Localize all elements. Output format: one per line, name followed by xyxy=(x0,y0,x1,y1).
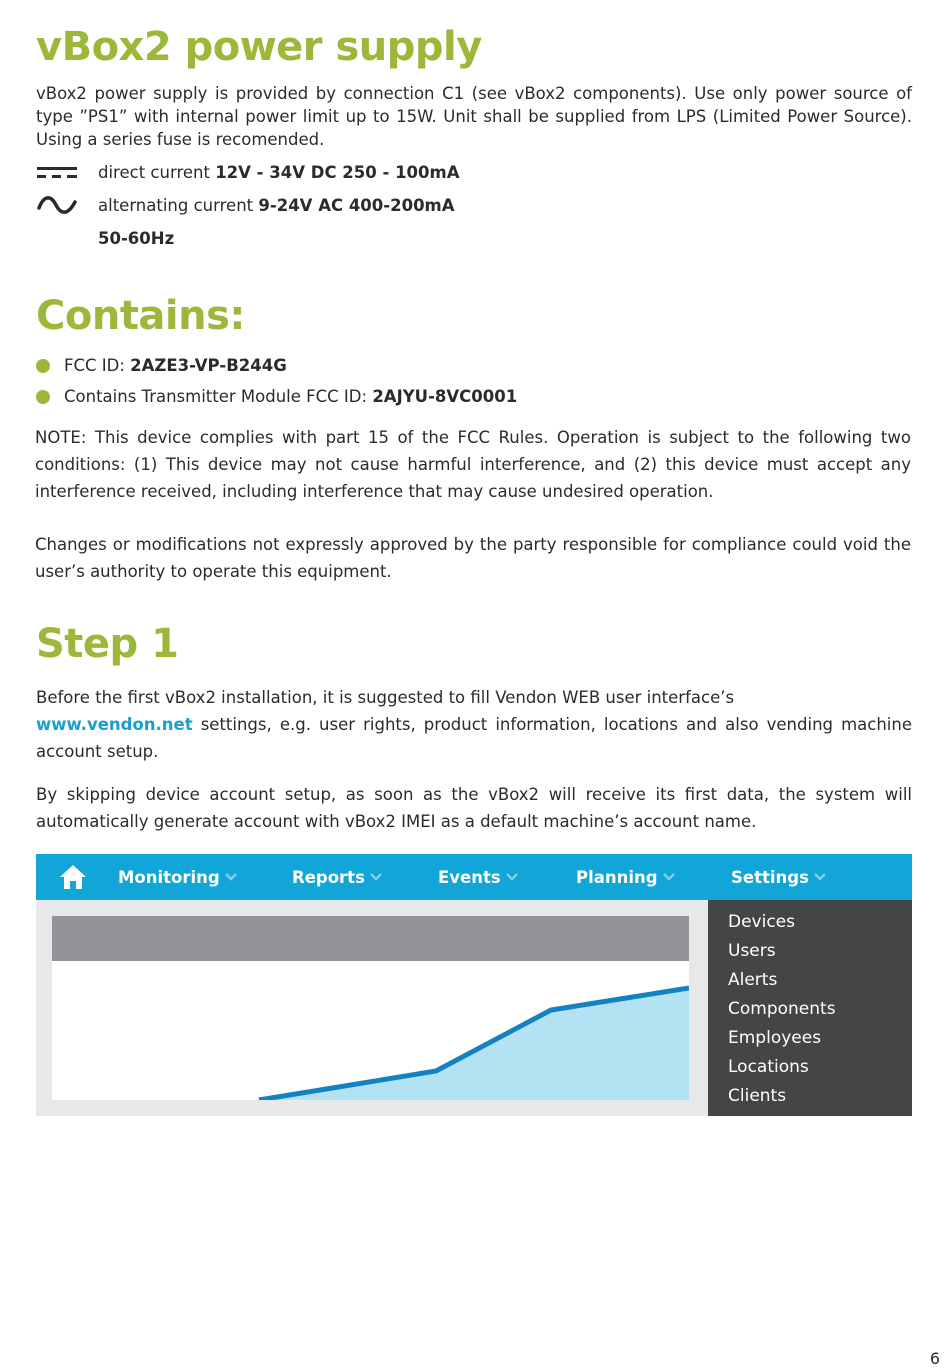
bullet-dot xyxy=(36,359,50,373)
nav-planning[interactable] xyxy=(576,854,676,900)
menu-item-clients[interactable]: Clients xyxy=(728,1086,787,1106)
transmitter-fcc-id-label: Contains Transmitter Module FCC ID: xyxy=(64,387,368,406)
top-navigation-bar xyxy=(36,854,912,900)
nav-settings-label: Settings xyxy=(731,867,809,887)
chart-area-fill xyxy=(259,988,689,1100)
chevron-down-icon xyxy=(662,872,676,882)
ac-value: 9-24V AC 400-200mA xyxy=(258,195,455,215)
vendon-ui-screenshot xyxy=(36,854,912,1116)
ac-spec-row xyxy=(36,192,455,218)
step1-heading: Step 1 xyxy=(36,621,179,667)
dc-spec-row xyxy=(36,159,459,185)
contains-heading: Contains: xyxy=(36,293,245,339)
alternating-current-icon xyxy=(36,192,78,218)
menu-item-components[interactable]: Components xyxy=(728,999,836,1019)
chevron-down-icon xyxy=(813,872,827,882)
step1-intro: Before the first vBox2 installation, it is suggested to fill Vendon WEB user interface’s xyxy=(36,688,735,707)
dc-label: direct current xyxy=(98,162,210,182)
vendon-link[interactable]: www.vendon.net xyxy=(36,715,193,734)
step1-paragraph-1 xyxy=(36,684,912,765)
menu-item-employees[interactable]: Employees xyxy=(728,1028,822,1048)
chevron-down-icon xyxy=(369,872,383,882)
nav-monitoring[interactable] xyxy=(118,854,238,900)
nav-planning-label: Planning xyxy=(576,867,658,887)
transmitter-fcc-id-item xyxy=(36,387,517,406)
menu-item-devices[interactable]: Devices xyxy=(728,912,795,932)
home-icon[interactable] xyxy=(58,863,88,891)
changes-warning: Changes or modifications not expressly approved by the party responsible for compliance could void the user’s authority to operate this equipment. xyxy=(35,535,911,581)
nav-settings[interactable] xyxy=(731,854,827,900)
bullet-dot xyxy=(36,390,50,404)
line-area-chart xyxy=(52,916,689,1100)
power-supply-heading: vBox2 power supply xyxy=(36,24,482,70)
menu-item-alerts[interactable]: Alerts xyxy=(728,970,778,990)
page-number: 6 xyxy=(929,1349,940,1368)
chevron-down-icon xyxy=(505,872,519,882)
ac-frequency: 50-60Hz xyxy=(98,228,175,248)
ac-label: alternating current xyxy=(98,195,254,215)
fcc-id-item xyxy=(36,356,287,375)
power-supply-paragraph: vBox2 power supply is provided by connection C1 (see vBox2 components). Use only power source of type ”PS1” with internal power limit up to 15W. Unit shall be supplied from LPS (Limited Power Source). Using a series fuse is recomended. xyxy=(36,84,912,149)
nav-events-label: Events xyxy=(438,867,501,887)
fcc-note: NOTE: This device complies with part 15 of the FCC Rules. Operation is subject to the following two conditions: (1) This device may not cause harmful interference, and (2) this device must accept any interference received, including interference that may cause undesired operation. xyxy=(35,428,911,501)
nav-events[interactable] xyxy=(438,854,519,900)
fcc-id-value: 2AZE3-VP-B244G xyxy=(130,356,287,375)
menu-item-locations[interactable]: Locations xyxy=(728,1057,809,1077)
nav-reports-label: Reports xyxy=(292,867,365,887)
direct-current-icon xyxy=(36,159,78,185)
dashboard-chart-panel xyxy=(52,916,689,1100)
step1-paragraph-2: By skipping device account setup, as soon as the vBox2 will receive its first data, the system will automatically generate account with vBox2 IMEI as a default machine’s account name. xyxy=(36,785,912,831)
dc-value: 12V - 34V DC 250 - 100mA xyxy=(215,162,460,182)
nav-reports[interactable] xyxy=(292,854,383,900)
nav-monitoring-label: Monitoring xyxy=(118,867,220,887)
settings-dropdown-menu xyxy=(708,900,912,1116)
transmitter-fcc-id-value: 2AJYU-8VC0001 xyxy=(372,387,518,406)
step1-intro-rest: settings, e.g. user rights, product information, locations and also vending machine account setup. xyxy=(36,715,912,761)
chevron-down-icon xyxy=(224,872,238,882)
fcc-id-label: FCC ID: xyxy=(64,356,125,375)
menu-item-users[interactable]: Users xyxy=(728,941,776,961)
